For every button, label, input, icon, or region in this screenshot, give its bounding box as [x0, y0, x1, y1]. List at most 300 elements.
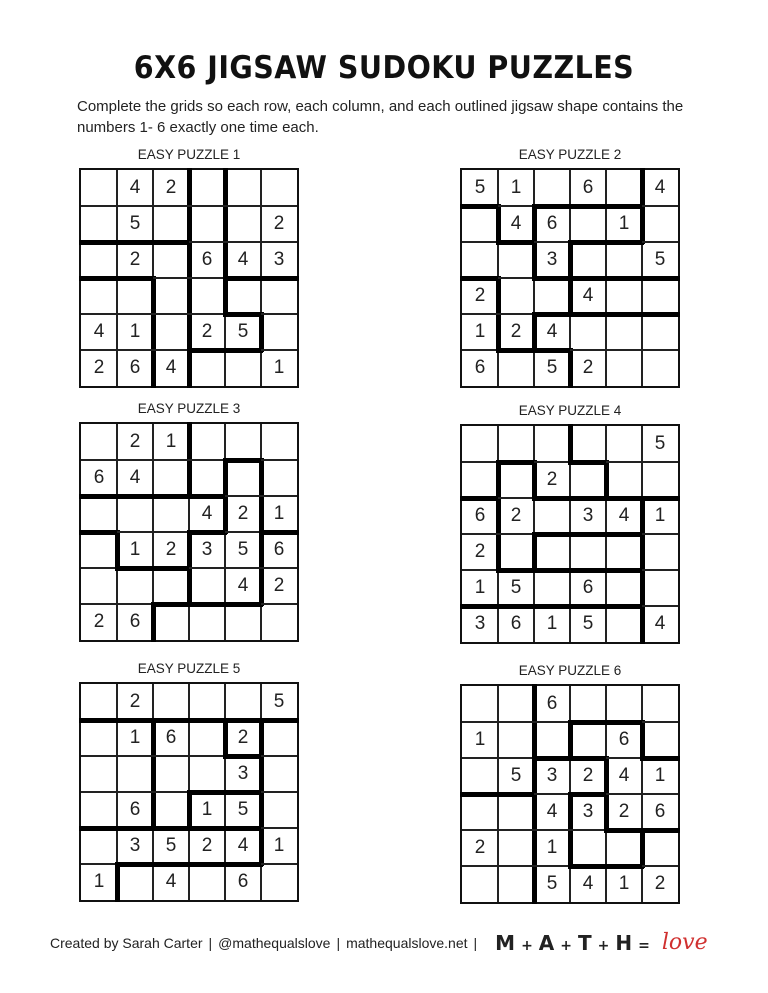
puzzle-2 [460, 146, 680, 388]
sudoku-cell[interactable] [81, 684, 117, 720]
sudoku-cell[interactable]: 2 [129, 691, 141, 712]
region-border [187, 276, 192, 316]
sudoku-cell[interactable]: 1 [273, 357, 285, 378]
region-border [496, 312, 501, 352]
sudoku-cell[interactable] [498, 534, 534, 570]
sudoku-cell[interactable] [498, 866, 534, 902]
sudoku-cell[interactable]: 2 [474, 837, 486, 858]
grid-line [224, 568, 226, 604]
sudoku-cell[interactable] [117, 756, 153, 792]
sudoku-cell[interactable]: 2 [237, 727, 249, 748]
sudoku-cell[interactable]: 2 [129, 249, 141, 270]
sudoku-cell[interactable]: 3 [582, 505, 594, 526]
sudoku-cell[interactable] [117, 278, 153, 314]
sudoku-cell[interactable] [642, 278, 678, 314]
sudoku-cell[interactable]: 2 [582, 357, 594, 378]
sudoku-cell[interactable]: 6 [654, 801, 666, 822]
region-border [151, 602, 156, 642]
sudoku-cell[interactable] [498, 686, 534, 722]
sudoku-cell[interactable] [642, 570, 678, 606]
grid-line [260, 170, 262, 206]
grid-line [642, 461, 678, 463]
sudoku-cell[interactable]: 6 [129, 357, 141, 378]
grid-line [642, 721, 678, 723]
sudoku-cell[interactable]: 2 [201, 835, 213, 856]
sudoku-cell[interactable] [642, 830, 678, 866]
sudoku-cell[interactable] [642, 206, 678, 242]
region-border [568, 604, 608, 609]
grid-line [189, 313, 225, 315]
sudoku-cell[interactable] [570, 686, 606, 722]
grid-line [497, 758, 499, 794]
sudoku-cell[interactable]: 1 [510, 177, 522, 198]
region-border [223, 458, 263, 463]
sudoku-cell[interactable] [570, 314, 606, 350]
sudoku-cell[interactable] [189, 568, 225, 604]
sudoku-cell[interactable]: 6 [93, 467, 105, 488]
grid-line [189, 205, 225, 207]
region-border [79, 826, 119, 831]
grid-line [224, 350, 226, 386]
sudoku-cell[interactable] [261, 720, 297, 756]
sudoku-cell[interactable]: 5 [654, 249, 666, 270]
grid-line [152, 532, 154, 568]
sudoku-cell[interactable]: 6 [546, 213, 558, 234]
sudoku-cell[interactable]: 5 [546, 357, 558, 378]
sudoku-cell[interactable] [606, 830, 642, 866]
sudoku-cell[interactable]: 1 [129, 321, 141, 342]
region-border [532, 864, 537, 904]
region-border [187, 348, 192, 388]
sudoku-cell[interactable]: 4 [546, 321, 558, 342]
sudoku-cell[interactable] [498, 722, 534, 758]
sudoku-cell[interactable] [81, 568, 117, 604]
sudoku-cell[interactable]: 2 [510, 321, 522, 342]
region-border [640, 312, 680, 317]
grid-line [261, 313, 297, 315]
sudoku-cell[interactable] [81, 278, 117, 314]
grid-line [153, 205, 189, 207]
sudoku-cell[interactable] [81, 424, 117, 460]
region-border [640, 720, 645, 760]
sudoku-cell[interactable]: 6 [582, 177, 594, 198]
sudoku-cell[interactable] [189, 864, 225, 900]
grid-line [261, 827, 297, 829]
sudoku-cell[interactable]: 1 [618, 213, 630, 234]
region-border [460, 792, 500, 797]
sudoku-cell[interactable]: 6 [546, 693, 558, 714]
sudoku-cell[interactable]: 2 [474, 285, 486, 306]
sudoku-cell[interactable] [189, 350, 225, 386]
grid-line [642, 205, 678, 207]
sudoku-cell[interactable] [261, 604, 297, 640]
sudoku-cell[interactable]: 6 [201, 249, 213, 270]
sudoku-cell[interactable]: 5 [474, 177, 486, 198]
sudoku-cell[interactable]: 6 [129, 611, 141, 632]
sudoku-cell[interactable]: 4 [654, 177, 666, 198]
sudoku-cell[interactable] [606, 570, 642, 606]
grid-line [569, 206, 571, 242]
sudoku-cell[interactable] [606, 426, 642, 462]
sudoku-cell[interactable] [81, 756, 117, 792]
sudoku-cell[interactable] [462, 242, 498, 278]
sudoku-cell[interactable] [534, 170, 570, 206]
sudoku-cell[interactable] [606, 606, 642, 642]
grid-line [116, 496, 118, 532]
sudoku-cell[interactable] [261, 864, 297, 900]
region-border [223, 276, 263, 281]
sudoku-cell[interactable]: 2 [654, 873, 666, 894]
sudoku-cell[interactable] [570, 462, 606, 498]
sudoku-cell[interactable]: 5 [273, 691, 285, 712]
sudoku-cell[interactable]: 6 [237, 871, 249, 892]
sudoku-cell[interactable] [462, 866, 498, 902]
grid-line [260, 684, 262, 720]
sudoku-cell[interactable] [81, 206, 117, 242]
sudoku-cell[interactable]: 4 [546, 801, 558, 822]
sudoku-cell[interactable] [534, 570, 570, 606]
grid-line [188, 864, 190, 900]
sudoku-cell[interactable] [642, 462, 678, 498]
sudoku-cell[interactable]: 5 [165, 835, 177, 856]
sudoku-cell[interactable] [81, 170, 117, 206]
sudoku-cell[interactable]: 2 [165, 177, 177, 198]
sudoku-cell[interactable] [534, 498, 570, 534]
region-border [496, 792, 536, 797]
sudoku-cell[interactable]: 3 [474, 613, 486, 634]
sudoku-cell[interactable] [189, 170, 225, 206]
sudoku-cell[interactable] [462, 206, 498, 242]
grid-line [533, 498, 535, 534]
sudoku-cell[interactable] [189, 278, 225, 314]
sudoku-cell[interactable] [81, 242, 117, 278]
sudoku-cell[interactable]: 1 [654, 765, 666, 786]
region-border [151, 566, 191, 571]
separator: | [208, 934, 213, 951]
sudoku-cell[interactable] [498, 462, 534, 498]
sudoku-cell[interactable] [570, 206, 606, 242]
grid-line [188, 604, 190, 640]
sudoku-cell[interactable] [225, 170, 261, 206]
sudoku-cell[interactable]: 2 [618, 801, 630, 822]
sudoku-cell[interactable] [606, 242, 642, 278]
sudoku-cell[interactable]: 2 [201, 321, 213, 342]
grid-line [261, 791, 297, 793]
region-border [568, 864, 608, 869]
grid-line [605, 722, 607, 758]
grid-line [497, 570, 499, 606]
sudoku-cell[interactable] [261, 314, 297, 350]
grid-line [153, 791, 189, 793]
sudoku-cell[interactable]: 5 [237, 539, 249, 560]
sudoku-cell[interactable] [606, 350, 642, 386]
sudoku-cell[interactable] [153, 460, 189, 496]
footer [50, 930, 730, 955]
sudoku-cell[interactable] [153, 242, 189, 278]
sudoku-cell[interactable] [153, 756, 189, 792]
sudoku-cell[interactable]: 5 [582, 613, 594, 634]
sudoku-cell[interactable] [570, 534, 606, 570]
grid-line [116, 424, 118, 460]
grid-line [569, 498, 571, 534]
sudoku-cell[interactable]: 2 [93, 357, 105, 378]
sudoku-cell[interactable] [606, 686, 642, 722]
region-border [223, 602, 263, 607]
sudoku-cell[interactable] [606, 314, 642, 350]
sudoku-cell[interactable]: 1 [129, 727, 141, 748]
sudoku-cell[interactable] [153, 206, 189, 242]
sudoku-cell[interactable]: 2 [546, 469, 558, 490]
sudoku-cell[interactable] [462, 758, 498, 794]
sudoku-cell[interactable]: 3 [237, 763, 249, 784]
sudoku-cell[interactable]: 2 [129, 431, 141, 452]
region-border [115, 566, 155, 571]
sudoku-cell[interactable]: 1 [273, 503, 285, 524]
sudoku-cell[interactable]: 4 [618, 505, 630, 526]
sudoku-cell[interactable] [498, 278, 534, 314]
sudoku-cell[interactable] [534, 534, 570, 570]
sudoku-cell[interactable] [225, 278, 261, 314]
sudoku-cell[interactable] [189, 684, 225, 720]
sudoku-cell[interactable] [225, 604, 261, 640]
sudoku-cell[interactable] [225, 424, 261, 460]
sudoku-cell[interactable] [81, 496, 117, 532]
sudoku-cell[interactable] [462, 686, 498, 722]
sudoku-cell[interactable] [81, 792, 117, 828]
sudoku-cell[interactable]: 3 [582, 801, 594, 822]
sudoku-cell[interactable]: 1 [129, 539, 141, 560]
region-border [115, 826, 155, 831]
sudoku-cell[interactable]: 6 [165, 727, 177, 748]
sudoku-cell[interactable] [261, 278, 297, 314]
sudoku-cell[interactable] [225, 350, 261, 386]
sudoku-cell[interactable]: 4 [582, 285, 594, 306]
sudoku-cell[interactable] [189, 460, 225, 496]
grid-line [116, 206, 118, 242]
sudoku-cell[interactable]: 5 [654, 433, 666, 454]
sudoku-cell[interactable] [570, 426, 606, 462]
sudoku-cell[interactable]: 5 [510, 577, 522, 598]
sudoku-cell[interactable] [261, 756, 297, 792]
sudoku-cell[interactable] [261, 424, 297, 460]
sudoku-cell[interactable]: 6 [474, 357, 486, 378]
region-border [187, 494, 227, 499]
sudoku-cell[interactable] [606, 534, 642, 570]
sudoku-cell[interactable] [642, 686, 678, 722]
sudoku-cell[interactable]: 4 [165, 871, 177, 892]
region-border [187, 240, 192, 280]
sudoku-cell[interactable]: 1 [273, 835, 285, 856]
sudoku-cell[interactable]: 2 [237, 503, 249, 524]
puzzle-title: EASY PUZZLE 5 [137, 661, 241, 676]
region-border [187, 790, 192, 830]
sudoku-cell[interactable]: 6 [474, 505, 486, 526]
grid-line [641, 278, 643, 314]
grid-line [462, 313, 498, 315]
sudoku-cell[interactable] [642, 534, 678, 570]
sudoku-cell[interactable] [153, 792, 189, 828]
brand-logo [495, 931, 656, 955]
sudoku-cell[interactable]: 5 [237, 799, 249, 820]
sudoku-cell[interactable]: 1 [165, 431, 177, 452]
sudoku-cell[interactable]: 5 [129, 213, 141, 234]
grid-line [153, 349, 189, 351]
sudoku-cell[interactable]: 3 [129, 835, 141, 856]
grid-line [534, 461, 570, 463]
sudoku-cell[interactable]: 2 [93, 611, 105, 632]
sudoku-cell[interactable]: 4 [618, 765, 630, 786]
sudoku-cell[interactable] [153, 496, 189, 532]
sudoku-cell[interactable] [225, 460, 261, 496]
sudoku-cell[interactable]: 2 [165, 539, 177, 560]
sudoku-cell[interactable]: 1 [654, 505, 666, 526]
grid-line [261, 459, 297, 461]
sudoku-cell[interactable]: 4 [654, 613, 666, 634]
region-border [532, 312, 537, 352]
grid-line [152, 496, 154, 532]
sudoku-cell[interactable]: 1 [474, 729, 486, 750]
sudoku-cell[interactable] [498, 350, 534, 386]
sudoku-cell[interactable] [261, 792, 297, 828]
sudoku-cell[interactable] [534, 722, 570, 758]
sudoku-cell[interactable]: 4 [510, 213, 522, 234]
sudoku-cell[interactable]: 4 [582, 873, 594, 894]
puzzle-grid [460, 424, 680, 644]
sudoku-cell[interactable]: 2 [510, 505, 522, 526]
sudoku-cell[interactable]: 2 [273, 213, 285, 234]
sudoku-cell[interactable] [153, 684, 189, 720]
sudoku-cell[interactable] [189, 424, 225, 460]
region-border [187, 826, 227, 831]
grid-line [81, 205, 117, 207]
sudoku-cell[interactable]: 6 [129, 799, 141, 820]
sudoku-cell[interactable] [153, 278, 189, 314]
sudoku-cell[interactable] [261, 460, 297, 496]
sudoku-cell[interactable]: 3 [201, 539, 213, 560]
sudoku-cell[interactable]: 4 [129, 177, 141, 198]
grid-line [605, 498, 607, 534]
sudoku-cell[interactable]: 6 [510, 613, 522, 634]
sudoku-cell[interactable] [153, 568, 189, 604]
sudoku-cell[interactable] [606, 462, 642, 498]
region-border [223, 790, 263, 795]
sudoku-cell[interactable]: 4 [93, 321, 105, 342]
grid-line [641, 866, 643, 902]
sudoku-cell[interactable] [189, 206, 225, 242]
grid-line [153, 277, 189, 279]
sudoku-cell[interactable]: 4 [237, 835, 249, 856]
sudoku-cell[interactable] [81, 532, 117, 568]
sudoku-cell[interactable] [642, 722, 678, 758]
sudoku-cell[interactable]: 5 [237, 321, 249, 342]
sudoku-cell[interactable] [81, 828, 117, 864]
sudoku-cell[interactable]: 4 [237, 575, 249, 596]
sudoku-cell[interactable]: 3 [273, 249, 285, 270]
sudoku-cell[interactable] [225, 684, 261, 720]
sudoku-cell[interactable]: 6 [273, 539, 285, 560]
sudoku-cell[interactable]: 2 [273, 575, 285, 596]
sudoku-cell[interactable] [462, 426, 498, 462]
sudoku-cell[interactable] [462, 794, 498, 830]
sudoku-cell[interactable] [534, 278, 570, 314]
sudoku-cell[interactable] [189, 720, 225, 756]
sudoku-cell[interactable] [261, 170, 297, 206]
sudoku-cell[interactable] [153, 604, 189, 640]
sudoku-cell[interactable]: 5 [546, 873, 558, 894]
sudoku-cell[interactable] [117, 864, 153, 900]
sudoku-cell[interactable]: 1 [93, 871, 105, 892]
grid-line [116, 720, 118, 756]
sudoku-cell[interactable] [534, 426, 570, 462]
region-border [532, 828, 537, 868]
sudoku-cell[interactable] [642, 350, 678, 386]
grid-line [117, 459, 153, 461]
sudoku-cell[interactable] [606, 170, 642, 206]
sudoku-cell[interactable]: 6 [582, 577, 594, 598]
sudoku-cell[interactable] [117, 568, 153, 604]
sudoku-cell[interactable] [570, 242, 606, 278]
grid-line [224, 604, 226, 640]
grid-line [533, 426, 535, 462]
puzzle-6 [460, 662, 680, 904]
grid-line [188, 756, 190, 792]
sudoku-cell[interactable] [570, 830, 606, 866]
sudoku-cell[interactable] [462, 462, 498, 498]
grid-line [642, 793, 678, 795]
sudoku-cell[interactable]: 1 [474, 321, 486, 342]
sudoku-cell[interactable]: 5 [510, 765, 522, 786]
sudoku-cell[interactable] [570, 722, 606, 758]
sudoku-cell[interactable]: 2 [474, 541, 486, 562]
sudoku-cell[interactable] [498, 426, 534, 462]
sudoku-cell[interactable]: 4 [201, 503, 213, 524]
sudoku-cell[interactable]: 4 [129, 467, 141, 488]
grid-line [605, 170, 607, 206]
sudoku-cell[interactable] [117, 496, 153, 532]
grid-line [462, 829, 498, 831]
sudoku-cell[interactable] [642, 314, 678, 350]
website-link[interactable]: mathequalslove.net [346, 934, 468, 951]
sudoku-cell[interactable]: 4 [165, 357, 177, 378]
sudoku-cell[interactable]: 3 [546, 249, 558, 270]
sudoku-cell[interactable] [225, 206, 261, 242]
sudoku-cell[interactable]: 1 [546, 613, 558, 634]
sudoku-cell[interactable] [189, 756, 225, 792]
sudoku-cell[interactable]: 1 [201, 799, 213, 820]
sudoku-cell[interactable] [153, 314, 189, 350]
sudoku-cell[interactable]: 1 [546, 837, 558, 858]
sudoku-cell[interactable]: 4 [237, 249, 249, 270]
sudoku-cell[interactable]: 1 [474, 577, 486, 598]
sudoku-cell[interactable] [81, 720, 117, 756]
region-border [115, 862, 155, 867]
sudoku-cell[interactable] [606, 278, 642, 314]
region-border [259, 458, 264, 498]
sudoku-cell[interactable] [189, 604, 225, 640]
sudoku-cell[interactable]: 6 [618, 729, 630, 750]
grid-line [152, 242, 154, 278]
region-border [604, 460, 609, 500]
sudoku-cell[interactable] [498, 242, 534, 278]
credit-text: Created by Sarah Carter [50, 934, 203, 951]
sudoku-cell[interactable]: 3 [546, 765, 558, 786]
region-border [79, 718, 119, 723]
sudoku-cell[interactable] [498, 830, 534, 866]
region-border [604, 828, 644, 833]
sudoku-cell[interactable]: 2 [582, 765, 594, 786]
sudoku-cell[interactable] [498, 794, 534, 830]
sudoku-cell[interactable]: 1 [618, 873, 630, 894]
